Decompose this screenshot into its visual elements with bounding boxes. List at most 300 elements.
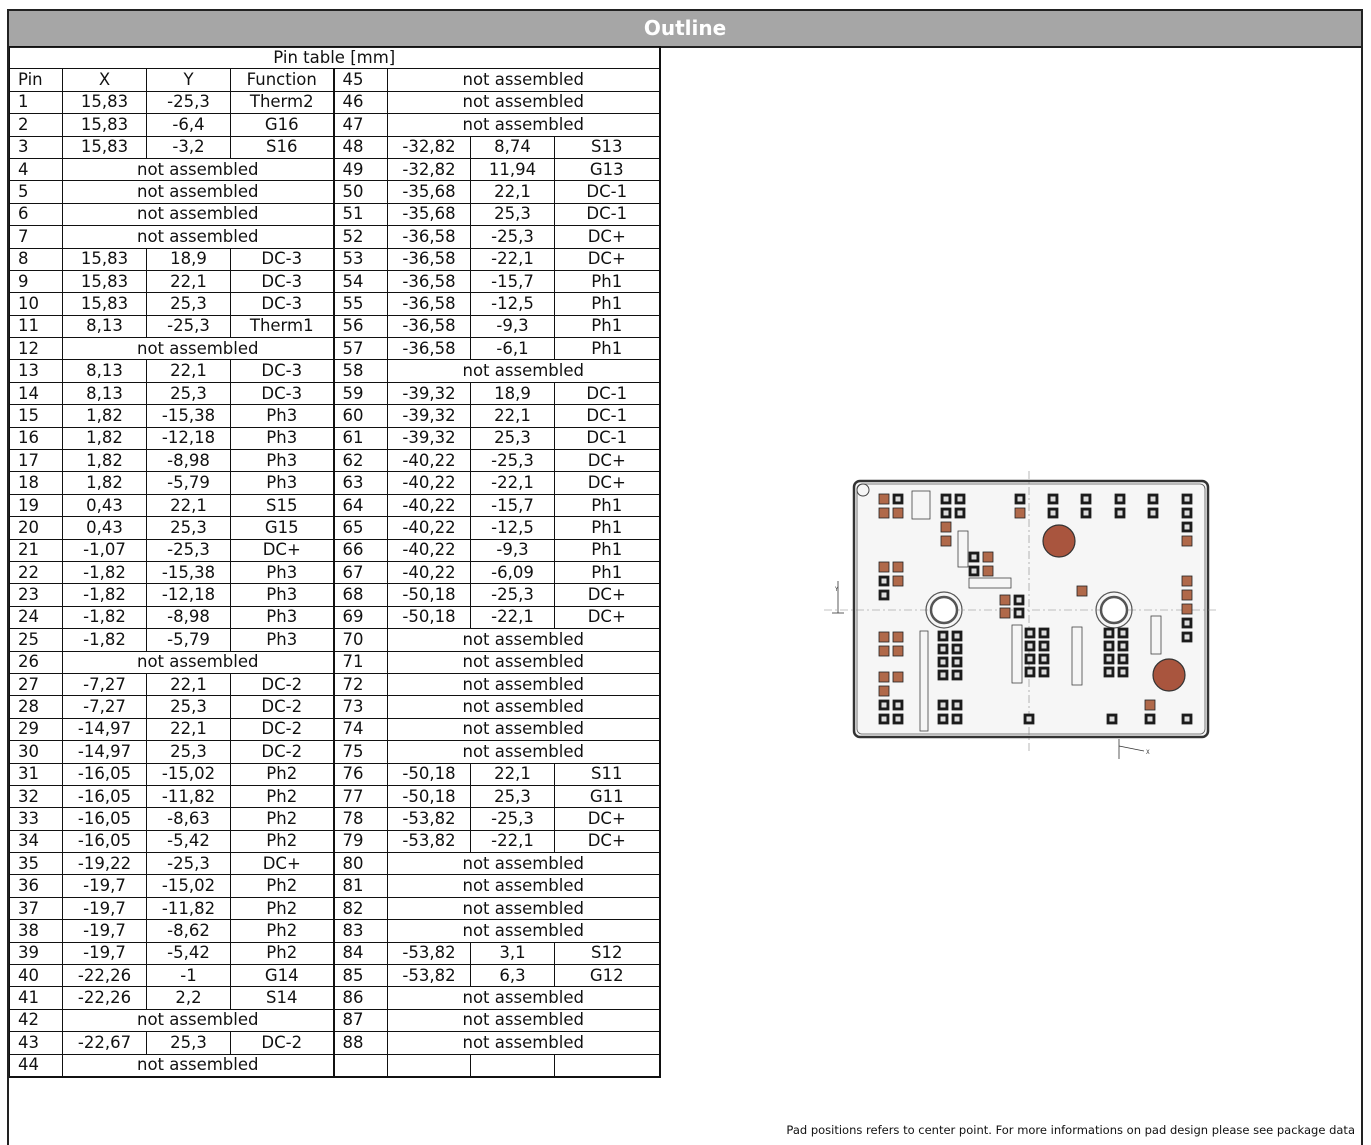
right-function-cell: DC+ (555, 226, 660, 248)
pad-not-assembled (1182, 576, 1192, 586)
right-x-cell: -40,22 (388, 494, 471, 516)
table-row (10, 382, 660, 404)
right-function-cell: DC-1 (555, 181, 660, 203)
right-pin-cell: 48 (334, 136, 388, 158)
right-y-cell: 3,1 (471, 942, 555, 964)
pad-not-assembled (893, 508, 903, 518)
right-pin-cell: 79 (334, 830, 388, 852)
pad-center (896, 497, 901, 502)
right-not-assembled-cell: not assembled (388, 920, 660, 942)
right-x-cell: -36,58 (388, 293, 471, 315)
table-row (10, 472, 660, 494)
left-x-cell: -1,82 (63, 584, 147, 606)
left-pin-cell: 24 (10, 606, 63, 628)
pad-center (1118, 511, 1123, 516)
right-y-cell: -25,3 (471, 450, 555, 472)
right-x-cell: -53,82 (388, 942, 471, 964)
right-pin-cell: 66 (334, 539, 388, 561)
pad-center (955, 660, 960, 665)
left-function-cell: G14 (231, 965, 334, 987)
table-row (10, 114, 660, 136)
left-x-cell: -16,05 (63, 763, 147, 785)
left-function-cell: Ph2 (231, 785, 334, 807)
pad-center (882, 593, 887, 598)
left-pin-cell: 38 (10, 920, 63, 942)
pad-not-assembled (1015, 508, 1025, 518)
x-axis-arrow (1119, 746, 1144, 751)
copper-disc (1153, 659, 1185, 691)
left-y-cell: -15,02 (147, 875, 231, 897)
left-x-cell: -22,26 (63, 965, 147, 987)
left-y-cell: -8,98 (147, 450, 231, 472)
pad-not-assembled (879, 672, 889, 682)
left-function-cell: Therm1 (231, 315, 334, 337)
right-pin-cell: 68 (334, 584, 388, 606)
right-pin-cell (334, 1054, 388, 1077)
left-function-cell: G16 (231, 114, 334, 136)
right-x-cell: -40,22 (388, 450, 471, 472)
right-y-cell: -15,7 (471, 270, 555, 292)
left-pin-cell: 37 (10, 897, 63, 919)
right-function-cell: Ph1 (555, 293, 660, 315)
left-y-cell: 25,3 (147, 741, 231, 763)
pad-center (955, 673, 960, 678)
right-function-cell: DC+ (555, 830, 660, 852)
left-function-cell: Ph2 (231, 897, 334, 919)
right-y-cell: -22,1 (471, 248, 555, 270)
right-function-cell: Ph1 (555, 494, 660, 516)
right-x-cell: -53,82 (388, 830, 471, 852)
left-x-cell: -16,05 (63, 808, 147, 830)
table-header-row (10, 69, 660, 91)
left-pin-cell: 32 (10, 785, 63, 807)
right-x-cell: -40,22 (388, 561, 471, 583)
left-function-cell: G15 (231, 517, 334, 539)
left-function-cell: S16 (231, 136, 334, 158)
left-pin-cell: 33 (10, 808, 63, 830)
left-x-cell: 0,43 (63, 494, 147, 516)
right-pin-cell: 57 (334, 338, 388, 360)
left-function-cell: Ph3 (231, 629, 334, 651)
right-x-cell: -40,22 (388, 517, 471, 539)
left-pin-cell: 18 (10, 472, 63, 494)
left-pin-cell: 34 (10, 830, 63, 852)
left-function-cell: Therm2 (231, 91, 334, 113)
table-row (10, 830, 660, 852)
right-function-cell: Ph1 (555, 270, 660, 292)
right-pin-cell: 64 (334, 494, 388, 516)
table-row (10, 763, 660, 785)
table-row (10, 920, 660, 942)
pad-center (1084, 497, 1089, 502)
left-function-cell: DC-3 (231, 382, 334, 404)
right-function-cell: S12 (555, 942, 660, 964)
outline-frame (7, 9, 1363, 1145)
left-y-cell: -25,3 (147, 853, 231, 875)
left-pin-cell: 4 (10, 158, 63, 180)
pad-center (882, 703, 887, 708)
left-pin-cell: 21 (10, 539, 63, 561)
pad-center (1151, 511, 1156, 516)
right-x-cell: -39,32 (388, 382, 471, 404)
right-pin-cell: 76 (334, 763, 388, 785)
pad-center (1185, 621, 1190, 626)
left-pin-cell: 17 (10, 450, 63, 472)
right-function-cell (555, 1054, 660, 1077)
pad-center (1185, 635, 1190, 640)
right-not-assembled-cell: not assembled (388, 718, 660, 740)
pad-center (1042, 644, 1047, 649)
pad-center (941, 703, 946, 708)
right-y-cell: -22,1 (471, 472, 555, 494)
pad-not-assembled (879, 562, 889, 572)
right-function-cell: G11 (555, 785, 660, 807)
left-x-cell: 8,13 (63, 315, 147, 337)
pad-not-assembled (893, 646, 903, 656)
left-pin-cell: 31 (10, 763, 63, 785)
left-x-cell: -16,05 (63, 830, 147, 852)
table-row (10, 965, 660, 987)
right-pin-cell: 74 (334, 718, 388, 740)
right-not-assembled-cell: not assembled (388, 91, 660, 113)
left-pin-cell: 39 (10, 942, 63, 964)
pad-not-assembled (893, 672, 903, 682)
left-y-cell: 25,3 (147, 382, 231, 404)
left-y-cell: 22,1 (147, 494, 231, 516)
right-function-cell: Ph1 (555, 539, 660, 561)
table-row (10, 584, 660, 606)
right-pin-cell: 63 (334, 472, 388, 494)
left-not-assembled-cell: not assembled (63, 1009, 334, 1031)
right-pin-cell: 87 (334, 1009, 388, 1031)
right-x-cell: -36,58 (388, 315, 471, 337)
pad-center (1107, 657, 1112, 662)
right-pin-cell: 83 (334, 920, 388, 942)
pad-center (1027, 717, 1032, 722)
left-not-assembled-cell: not assembled (63, 203, 334, 225)
header-pin: Pin (10, 69, 63, 91)
pad-center (1028, 657, 1033, 662)
right-y-cell: -22,1 (471, 606, 555, 628)
left-function-cell: Ph2 (231, 830, 334, 852)
left-y-cell: 22,1 (147, 270, 231, 292)
pad-center (1151, 497, 1156, 502)
right-not-assembled-cell: not assembled (388, 853, 660, 875)
left-function-cell: DC-3 (231, 248, 334, 270)
left-y-cell: 25,3 (147, 517, 231, 539)
table-row (10, 539, 660, 561)
right-y-cell: 22,1 (471, 405, 555, 427)
pad-not-assembled (1000, 595, 1010, 605)
left-pin-cell: 35 (10, 853, 63, 875)
left-pin-cell: 28 (10, 696, 63, 718)
pad-center (1018, 497, 1023, 502)
right-not-assembled-cell: not assembled (388, 69, 660, 91)
right-pin-cell: 45 (334, 69, 388, 91)
right-y-cell: -22,1 (471, 830, 555, 852)
right-y-cell: -9,3 (471, 315, 555, 337)
left-x-cell: 1,82 (63, 450, 147, 472)
right-y-cell: 18,9 (471, 382, 555, 404)
right-y-cell: -9,3 (471, 539, 555, 561)
left-pin-cell: 20 (10, 517, 63, 539)
right-x-cell: -36,58 (388, 338, 471, 360)
left-function-cell: DC-3 (231, 360, 334, 382)
pad-center (1185, 511, 1190, 516)
left-function-cell: DC-3 (231, 293, 334, 315)
table-row (10, 875, 660, 897)
right-pin-cell: 54 (334, 270, 388, 292)
left-y-cell: -25,3 (147, 91, 231, 113)
pad-center (1042, 657, 1047, 662)
right-y-cell: -25,3 (471, 808, 555, 830)
pad-center (1185, 497, 1190, 502)
right-x-cell: -50,18 (388, 606, 471, 628)
left-pin-cell: 15 (10, 405, 63, 427)
left-function-cell: DC-2 (231, 1032, 334, 1054)
left-x-cell: 15,83 (63, 136, 147, 158)
left-x-cell: -19,7 (63, 942, 147, 964)
pad-not-assembled (983, 566, 993, 576)
right-x-cell: -40,22 (388, 472, 471, 494)
left-x-cell: -1,07 (63, 539, 147, 561)
left-x-cell: 15,83 (63, 270, 147, 292)
right-function-cell: Ph1 (555, 315, 660, 337)
right-pin-cell: 85 (334, 965, 388, 987)
left-function-cell: Ph3 (231, 606, 334, 628)
pad-not-assembled (879, 686, 889, 696)
right-pin-cell: 81 (334, 875, 388, 897)
right-function-cell: G12 (555, 965, 660, 987)
table-row (10, 1009, 660, 1031)
left-x-cell: -1,82 (63, 606, 147, 628)
table-row (10, 158, 660, 180)
left-y-cell: 25,3 (147, 696, 231, 718)
table-row (10, 517, 660, 539)
left-y-cell: -12,18 (147, 584, 231, 606)
left-x-cell: 1,82 (63, 405, 147, 427)
left-x-cell: -19,7 (63, 920, 147, 942)
pad-center (1028, 670, 1033, 675)
left-not-assembled-cell: not assembled (63, 226, 334, 248)
right-x-cell: -50,18 (388, 763, 471, 785)
table-row (10, 270, 660, 292)
right-pin-cell: 58 (334, 360, 388, 382)
right-y-cell: -6,1 (471, 338, 555, 360)
pad-center (1107, 644, 1112, 649)
left-y-cell: 22,1 (147, 360, 231, 382)
left-y-cell: -15,38 (147, 405, 231, 427)
right-pin-cell: 65 (334, 517, 388, 539)
pad-center (1148, 717, 1153, 722)
left-pin-cell: 19 (10, 494, 63, 516)
table-row (10, 561, 660, 583)
table-row (10, 785, 660, 807)
right-y-cell: -25,3 (471, 226, 555, 248)
left-function-cell: Ph2 (231, 875, 334, 897)
pad-center (1084, 511, 1089, 516)
left-y-cell: 22,1 (147, 673, 231, 695)
x-axis-label: X (1146, 749, 1150, 756)
right-pin-cell: 67 (334, 561, 388, 583)
left-pin-cell: 13 (10, 360, 63, 382)
table-row (10, 450, 660, 472)
right-x-cell: -39,32 (388, 405, 471, 427)
table-row (10, 853, 660, 875)
left-pin-cell: 11 (10, 315, 63, 337)
left-pin-cell: 26 (10, 651, 63, 673)
header-title: Outline (643, 16, 727, 40)
left-pin-cell: 2 (10, 114, 63, 136)
right-pin-cell: 69 (334, 606, 388, 628)
left-function-cell: S14 (231, 987, 334, 1009)
left-pin-cell: 43 (10, 1032, 63, 1054)
pad-not-assembled (893, 576, 903, 586)
left-not-assembled-cell: not assembled (63, 1054, 334, 1077)
table-row (10, 673, 660, 695)
left-x-cell: 15,83 (63, 293, 147, 315)
right-x-cell: -39,32 (388, 427, 471, 449)
pad-center (944, 511, 949, 516)
left-x-cell: -19,7 (63, 897, 147, 919)
left-function-cell: Ph3 (231, 405, 334, 427)
right-pin-cell: 75 (334, 741, 388, 763)
pad-center (882, 717, 887, 722)
table-row (10, 987, 660, 1009)
pad-center (941, 717, 946, 722)
pad-center (955, 703, 960, 708)
left-function-cell: DC-2 (231, 718, 334, 740)
right-not-assembled-cell: not assembled (388, 987, 660, 1009)
left-pin-cell: 9 (10, 270, 63, 292)
right-not-assembled-cell: not assembled (388, 114, 660, 136)
mounting-hole (931, 597, 957, 623)
copper-disc (1043, 525, 1075, 557)
y-axis-label: Y (835, 586, 839, 593)
right-not-assembled-cell: not assembled (388, 629, 660, 651)
table-row (10, 427, 660, 449)
left-x-cell: 8,13 (63, 382, 147, 404)
pad-center (972, 569, 977, 574)
left-y-cell: -5,42 (147, 830, 231, 852)
right-pin-cell: 77 (334, 785, 388, 807)
right-pin-cell: 52 (334, 226, 388, 248)
right-not-assembled-cell: not assembled (388, 360, 660, 382)
pad-not-assembled (879, 646, 889, 656)
pad-not-assembled (1145, 700, 1155, 710)
left-x-cell: -16,05 (63, 785, 147, 807)
left-y-cell: 25,3 (147, 293, 231, 315)
left-y-cell: -8,62 (147, 920, 231, 942)
right-y-cell: -6,09 (471, 561, 555, 583)
right-function-cell: DC-1 (555, 405, 660, 427)
right-pin-cell: 46 (334, 91, 388, 113)
right-x-cell: -40,22 (388, 539, 471, 561)
table-row (10, 338, 660, 360)
left-pin-cell: 27 (10, 673, 63, 695)
left-y-cell: 25,3 (147, 1032, 231, 1054)
pad-not-assembled (1182, 536, 1192, 546)
left-pin-cell: 40 (10, 965, 63, 987)
left-pin-cell: 41 (10, 987, 63, 1009)
pad-center (882, 579, 887, 584)
pad-center (941, 673, 946, 678)
table-row (10, 606, 660, 628)
table-row (10, 942, 660, 964)
left-pin-cell: 7 (10, 226, 63, 248)
right-x-cell: -36,58 (388, 248, 471, 270)
right-pin-cell: 55 (334, 293, 388, 315)
pin-table (9, 46, 661, 1078)
table-row (10, 897, 660, 919)
left-x-cell: -7,27 (63, 696, 147, 718)
pad-center (958, 497, 963, 502)
right-pin-cell: 61 (334, 427, 388, 449)
table-row (10, 226, 660, 248)
left-function-cell: Ph2 (231, 920, 334, 942)
right-not-assembled-cell: not assembled (388, 1032, 660, 1054)
pad-center (1121, 657, 1126, 662)
right-not-assembled-cell: not assembled (388, 673, 660, 695)
left-function-cell: DC-2 (231, 696, 334, 718)
right-not-assembled-cell: not assembled (388, 875, 660, 897)
left-y-cell: -25,3 (147, 539, 231, 561)
right-function-cell: DC+ (555, 472, 660, 494)
left-y-cell: -8,98 (147, 606, 231, 628)
left-function-cell: S15 (231, 494, 334, 516)
left-function-cell: Ph3 (231, 584, 334, 606)
right-not-assembled-cell: not assembled (388, 897, 660, 919)
right-pin-cell: 84 (334, 942, 388, 964)
right-y-cell: 25,3 (471, 785, 555, 807)
pad-not-assembled (941, 536, 951, 546)
right-y-cell (471, 1054, 555, 1077)
table-row (10, 248, 660, 270)
pad-center (1121, 644, 1126, 649)
left-x-cell: -1,82 (63, 561, 147, 583)
left-pin-cell: 23 (10, 584, 63, 606)
pad-not-assembled (893, 562, 903, 572)
table-title: Pin table [mm] (10, 47, 660, 69)
right-y-cell: 11,94 (471, 158, 555, 180)
left-x-cell: 8,13 (63, 360, 147, 382)
pad-not-assembled (879, 494, 889, 504)
left-x-cell: -14,97 (63, 741, 147, 763)
right-x-cell: -32,82 (388, 136, 471, 158)
right-function-cell: DC-1 (555, 203, 660, 225)
right-y-cell: -12,5 (471, 293, 555, 315)
pad-center (1017, 611, 1022, 616)
right-y-cell: 22,1 (471, 763, 555, 785)
right-function-cell: DC+ (555, 808, 660, 830)
pad-center (941, 647, 946, 652)
right-pin-cell: 47 (334, 114, 388, 136)
right-pin-cell: 50 (334, 181, 388, 203)
right-pin-cell: 78 (334, 808, 388, 830)
pad-not-assembled (1182, 590, 1192, 600)
header-function: Function (231, 69, 334, 91)
left-x-cell: -19,22 (63, 853, 147, 875)
right-y-cell: -15,7 (471, 494, 555, 516)
pad-center (1042, 631, 1047, 636)
right-pin-cell: 71 (334, 651, 388, 673)
right-pin-cell: 82 (334, 897, 388, 919)
left-x-cell: -7,27 (63, 673, 147, 695)
right-pin-cell: 73 (334, 696, 388, 718)
right-function-cell: DC+ (555, 584, 660, 606)
right-y-cell: -12,5 (471, 517, 555, 539)
right-function-cell: DC+ (555, 450, 660, 472)
